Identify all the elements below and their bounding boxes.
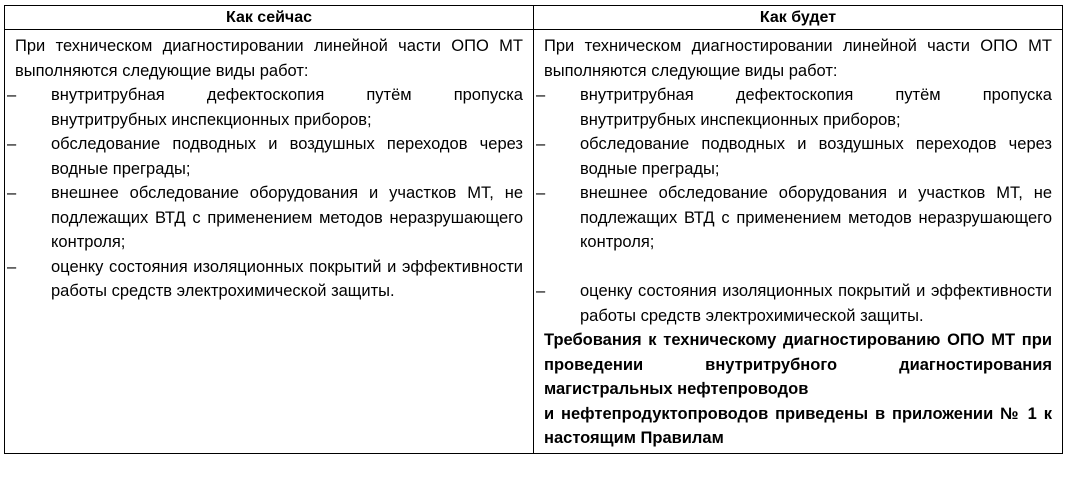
list-item: [7, 181, 523, 255]
dash-bullet: –: [536, 282, 546, 300]
comparison-table: [4, 5, 1063, 454]
current-intro: При техническом диагностировании линейной части ОПО МТ выполняются следующие виды работ:: [15, 37, 523, 80]
dash-bullet: –: [7, 257, 17, 276]
list-item: [536, 83, 1052, 132]
blank-line: [544, 255, 1052, 280]
future-cell: [534, 30, 1063, 454]
list-item-text: обследование подводных и воздушных переходов через водные преграды;: [51, 135, 523, 178]
header-future: Как будет: [534, 6, 1063, 30]
list-item-text: внутритрубная дефектоскопия путём пропуска внутритрубных инспекционных приборов;: [51, 86, 523, 129]
list-item: [7, 255, 523, 304]
list-item: [7, 83, 523, 132]
list-item-text: оценку состояния изоляционных покрытий и эффективности работы средств электрохимической защиты.: [580, 282, 1052, 325]
list-item: [536, 132, 1052, 181]
dash-bullet: –: [7, 86, 17, 104]
list-item: [536, 181, 1052, 255]
dash-bullet: –: [536, 86, 546, 104]
requirements-note-line-2: и нефтепродуктопроводов приведены в приложении № 1 к настоящим Правилам: [544, 404, 1052, 447]
list-item-text: внешнее обследование оборудования и участков МТ, не подлежащих ВТД с применением методов неразрушающего контроля;: [51, 184, 523, 251]
dash-bullet: –: [7, 184, 17, 202]
current-cell: [5, 30, 534, 454]
content-row: [5, 30, 1063, 454]
header-current: Как сейчас: [5, 6, 534, 30]
list-item-text: внешнее обследование оборудования и участков МТ, не подлежащих ВТД с применением методов неразрушающего контроля;: [580, 184, 1052, 251]
list-item-text: обследование подводных и воздушных переходов через водные преграды;: [580, 135, 1052, 178]
requirements-note-line-1: Требования к техническому диагностированию ОПО МТ при проведении внутритрубного диагностирования магистральных нефтепроводов: [544, 331, 1052, 398]
header-row: [5, 6, 1063, 30]
future-intro: При техническом диагностировании линейной части ОПО МТ выполняются следующие виды работ:: [544, 37, 1052, 80]
list-item-text: внутритрубная дефектоскопия путём пропуска внутритрубных инспекционных приборов;: [580, 86, 1052, 129]
dash-bullet: –: [536, 184, 546, 202]
dash-bullet: –: [7, 135, 17, 153]
list-item: [7, 132, 523, 181]
list-item-text: оценку состояния изоляционных покрытий и эффективности работы средств электрохимической защиты.: [51, 257, 523, 300]
dash-bullet: –: [536, 135, 546, 153]
current-work-list: [7, 83, 523, 304]
list-item: [536, 279, 1052, 328]
future-work-list: [536, 83, 1052, 328]
